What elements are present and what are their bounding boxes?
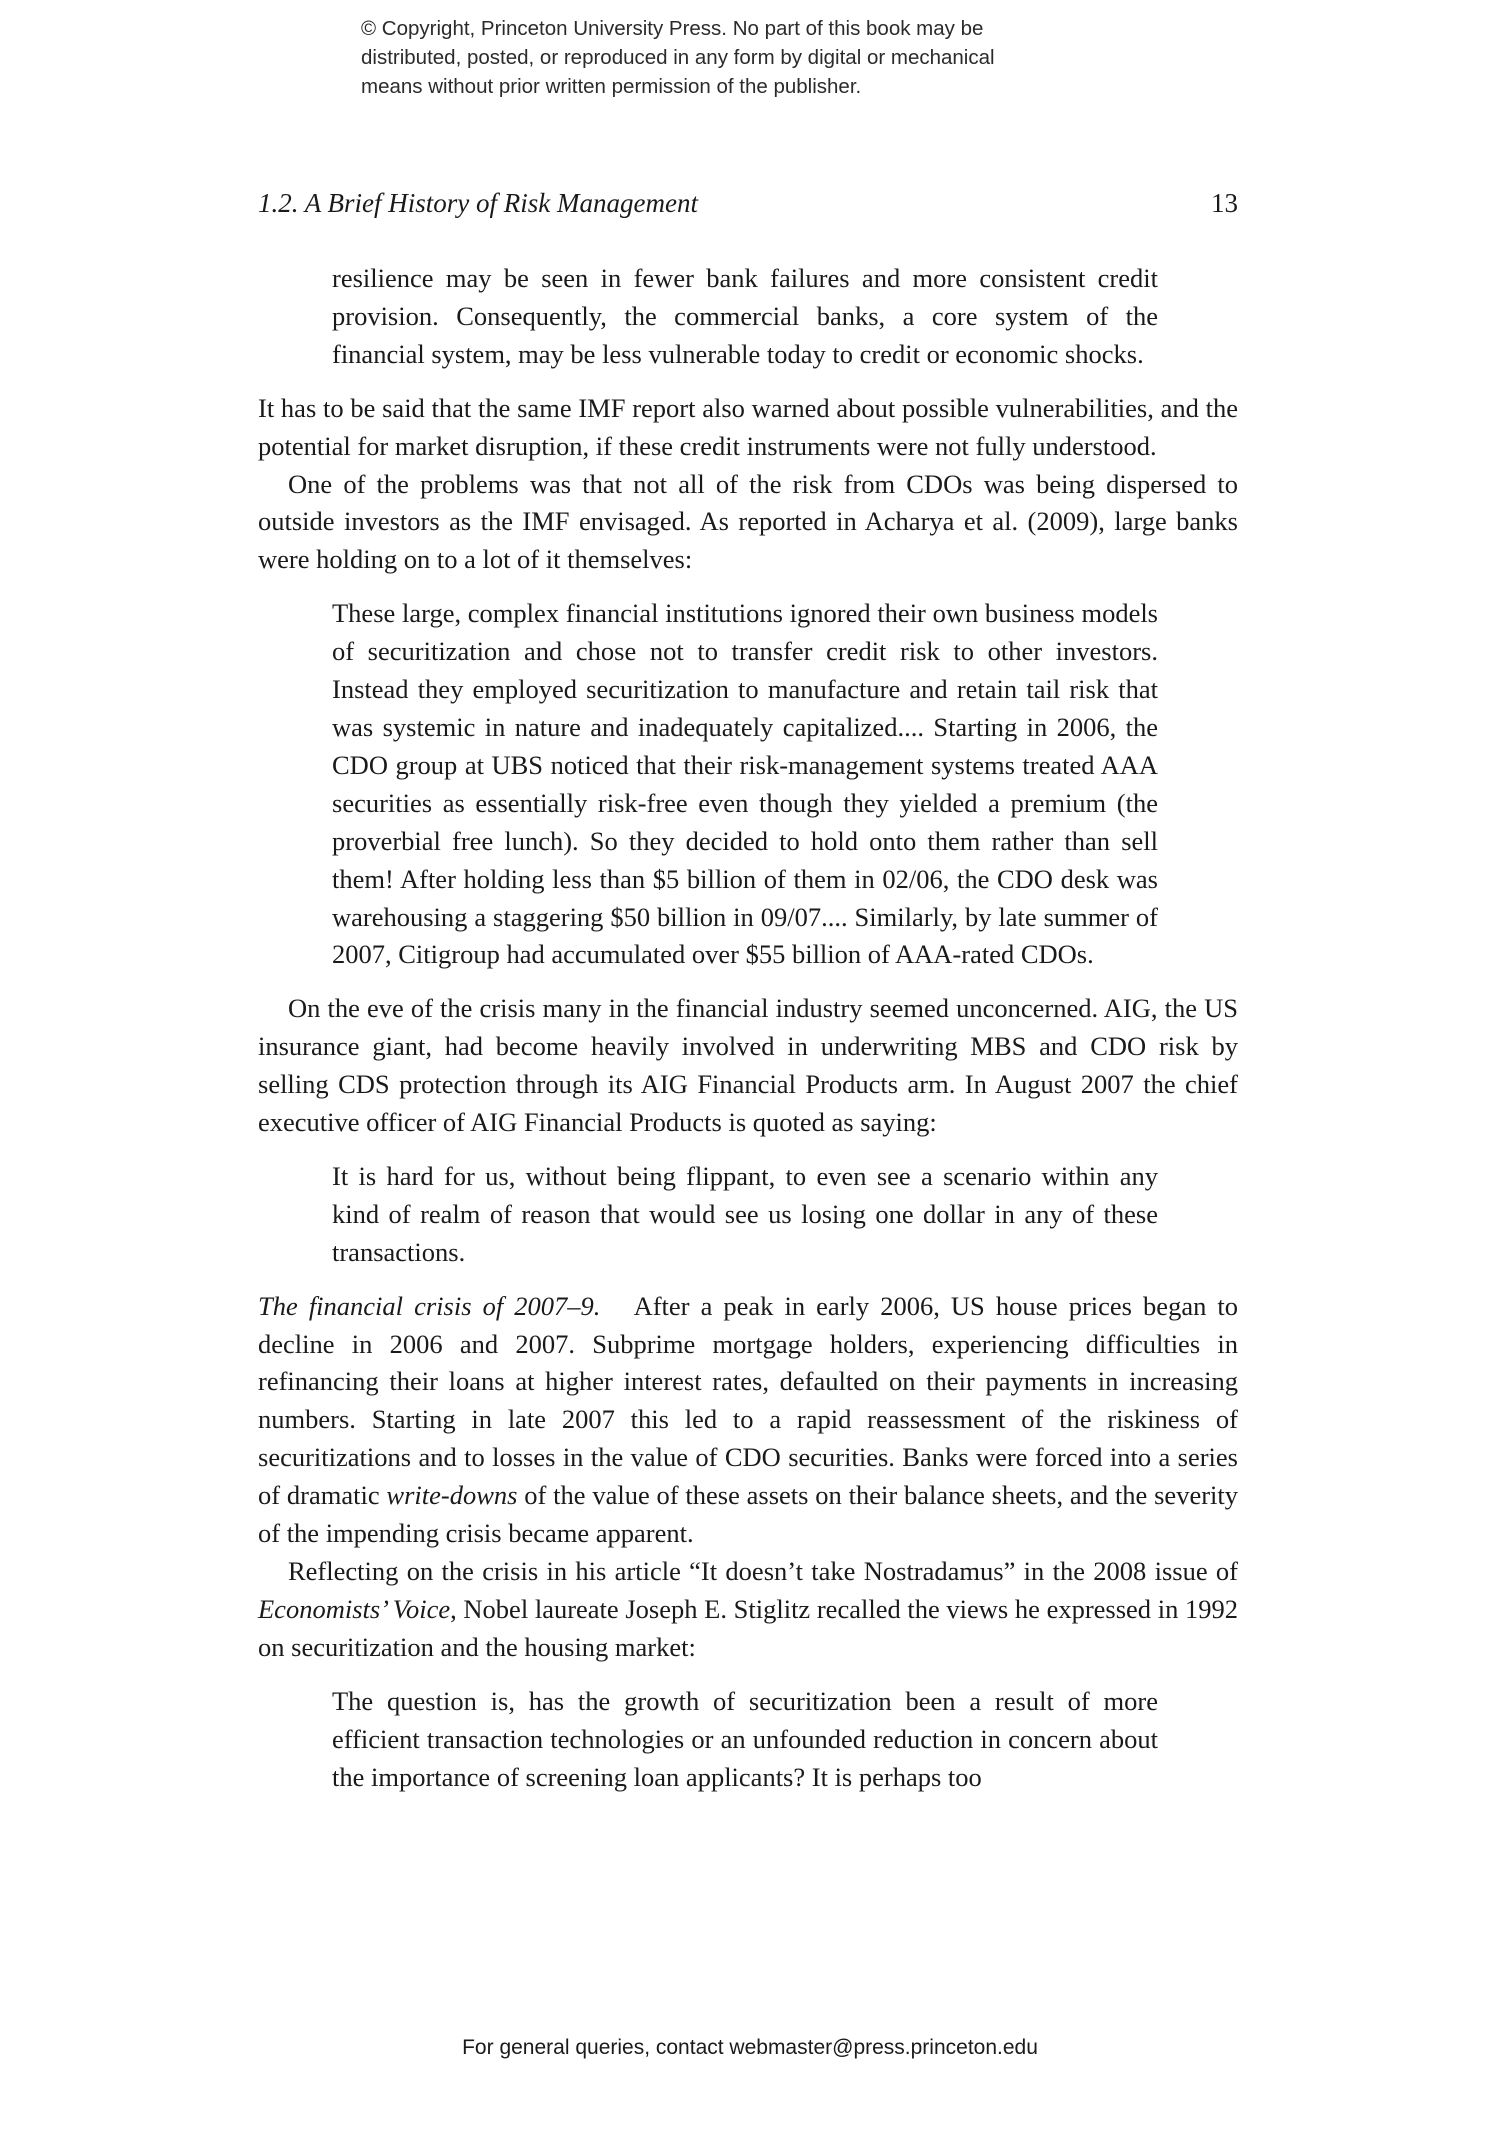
running-head <box>258 188 1238 224</box>
paragraph: One of the problems was that not all of the risk from CDOs was being dispersed to outside investors as the IMF envisaged. As reported in Acharya et al. (2009), large banks were holding on to a lot of it themselves: <box>258 468 1238 575</box>
copyright-notice <box>361 14 1161 101</box>
paragraph: It has to be said that the same IMF report also warned about possible vulnerabilities, and the potential for market disruption, if these credit instruments were not fully understood. <box>258 392 1238 461</box>
paragraph: On the eve of the crisis many in the financial industry seemed unconcerned. AIG, the US insurance giant, had become heavily involved in underwriting MBS and CDO risk by selling CDS protection through its AIG Financial Products arm. In August 2007 the chief executive officer of AIG Financial Products is quoted as saying: <box>258 993 1238 1138</box>
run-in-heading: The financial crisis of 2007–9. <box>258 1290 601 1321</box>
page-body <box>258 260 1238 1796</box>
emphasis: Economists’ Voice <box>258 1593 451 1624</box>
copyright-line: means without prior written permission of the publisher. <box>361 75 862 98</box>
paragraph-text: After a peak in early 2006, US house prices began to decline in 2006 and 2007. Subprime mortgage holders, experiencing difficulties in refinancing their loans at higher interest rates, defaulted on their payments in increasing numbers. Starting in late 2007 this led to a rapid reassessment of the riskiness of securitizations and to losses in the value of CDO securities. Banks were forced into a series of dramatic <box>258 1290 1239 1511</box>
block-quote: These large, complex financial institutions ignored their own business models of securitization and chose not to transfer credit risk to other investors. Instead they employed securitization to manufacture and retain tail risk that was systemic in nature and inadequately capitalized.... Starting in 2006, the CDO group at UBS noticed that their risk-management systems treated AAA securities as essentially risk-free even though they yielded a premium (the proverbial free lunch). So they decided to hold onto them rather than sell them! After holding less than $5 billion of them in 02/06, the CDO desk was warehousing a staggering $50 billion in 09/07.... Similarly, by late summer of 2007, Citigroup had accumulated over $55 billion of AAA-rated CDOs. <box>332 598 1158 970</box>
copyright-line: © Copyright, Princeton University Press. No part of this book may be <box>361 17 984 40</box>
paragraph-text: of the value of these assets on their balance sheets, and the severity of the impending crisis became apparent. <box>258 1480 1239 1549</box>
paragraph <box>258 1553 1238 1667</box>
section-title: 1.2. A Brief History of Risk Management <box>258 188 698 218</box>
footer-contact: For general queries, contact webmaster@press.princeton.edu <box>462 2036 1038 2059</box>
block-quote: The question is, has the growth of securitization been a result of more efficient transaction technologies or an unfounded reduction in concern about the importance of screening loan applicants? It is perhaps too <box>332 1685 1158 1792</box>
page-number: 13 <box>1211 188 1238 218</box>
block-quote: It is hard for us, without being flippant, to even see a scenario within any kind of realm of reason that would see us losing one dollar in any of these transactions. <box>332 1160 1158 1267</box>
block-quote: resilience may be seen in fewer bank failures and more consistent credit provision. Consequently, the commercial banks, a core system of the financial system, may be less vulnerable today to credit or economic shocks. <box>332 263 1158 369</box>
copyright-line: distributed, posted, or reproduced in any form by digital or mechanical <box>361 46 995 69</box>
paragraph <box>258 1288 1238 1553</box>
paragraph-text: , Nobel laureate Joseph E. Stiglitz recalled the views he expressed in 1992 on securitization and the housing market: <box>258 1593 1238 1662</box>
emphasis: write-downs <box>386 1480 518 1511</box>
paragraph-text: Reflecting on the crisis in his article “It doesn’t take Nostradamus” in the 2008 issue of <box>288 1556 1238 1586</box>
